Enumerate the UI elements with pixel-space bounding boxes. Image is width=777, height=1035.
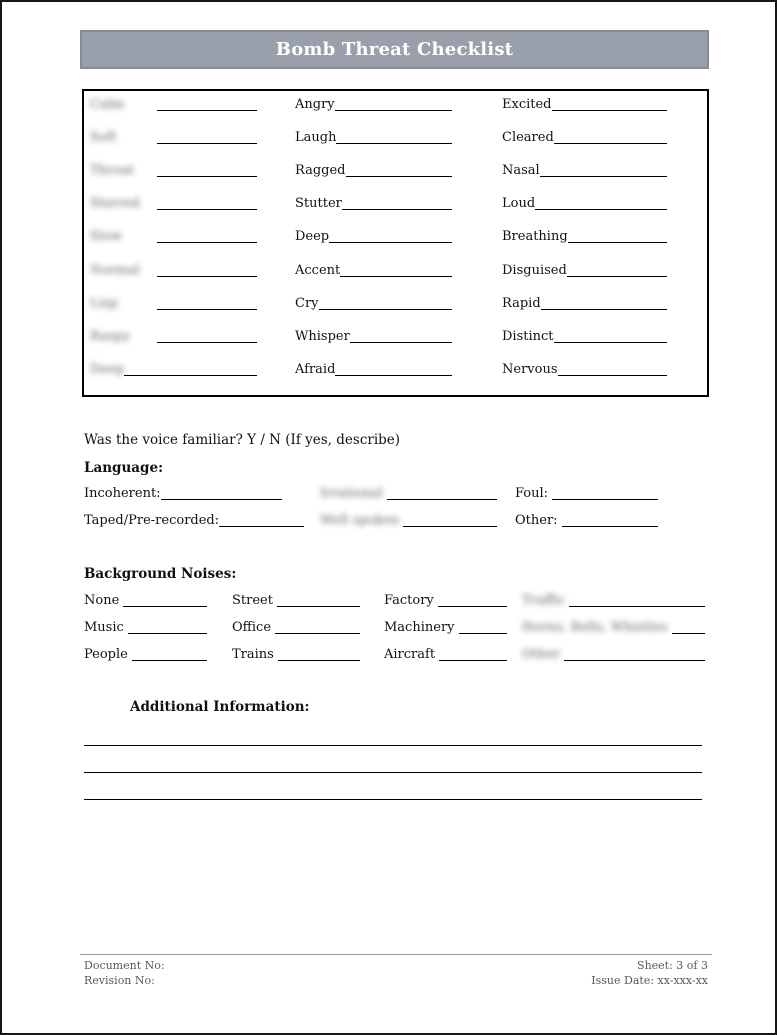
- voice-field-col2: [295, 163, 502, 196]
- blank-line: [567, 276, 667, 277]
- footer-divider: [80, 954, 712, 955]
- blank-line: [124, 375, 257, 376]
- field-label-redacted: Other: [522, 647, 561, 662]
- blank-line: [340, 276, 452, 277]
- field-label-redacted: Irrational: [320, 486, 383, 501]
- field-label-redacted: Traffic: [522, 593, 566, 608]
- field-label: Music: [84, 620, 124, 635]
- blank-line: [329, 242, 452, 243]
- blank-line: [562, 526, 658, 527]
- field-label-redacted: Well spoken: [320, 513, 400, 528]
- voice-field-col1: [90, 296, 295, 329]
- voice-field-col1: [90, 163, 295, 196]
- background-noises-heading: Background Noises:: [84, 566, 237, 582]
- field-label: Factory: [384, 593, 434, 608]
- issue-date-label: Issue Date: xx-xxx-xx: [591, 974, 708, 987]
- noise-field: [84, 593, 232, 613]
- noise-field: [384, 647, 522, 667]
- blank-line: [541, 309, 667, 310]
- voice-field-col1: [90, 362, 295, 395]
- language-heading: Language:: [84, 460, 164, 476]
- blank-line: [157, 276, 257, 277]
- blank-line: [554, 342, 667, 343]
- blank-line: [403, 526, 497, 527]
- language-row: [84, 513, 660, 533]
- revision-no-label: Revision No:: [84, 974, 155, 987]
- blank-line: [275, 633, 360, 634]
- blank-line: [564, 660, 705, 661]
- incoherent-field: [84, 486, 320, 506]
- noise-field: [384, 620, 522, 640]
- blank-line: [336, 143, 452, 144]
- blank-line: [387, 499, 497, 500]
- blank-line: [157, 342, 257, 343]
- blank-line: [346, 176, 453, 177]
- voice-row: [90, 130, 707, 163]
- field-label: None: [84, 593, 120, 608]
- voice-label: Accent: [295, 262, 341, 278]
- blank-line: [554, 143, 667, 144]
- voice-field-col2: [295, 263, 502, 296]
- blank-line: [157, 209, 257, 210]
- blank-line: [459, 633, 508, 634]
- blank-line: [569, 606, 705, 607]
- document-title-bar: [80, 30, 709, 69]
- voice-label: Deep: [295, 229, 330, 245]
- sheet-label: Sheet: 3 of 3: [637, 959, 708, 972]
- noise-field: [232, 593, 384, 613]
- voice-field-col1: [90, 263, 295, 296]
- noise-row: [84, 620, 707, 640]
- language-row: [84, 486, 660, 506]
- voice-field-col1: [90, 196, 295, 229]
- blank-line: [540, 176, 667, 177]
- blank-line: [672, 633, 706, 634]
- blank-line: [161, 499, 282, 500]
- footer-right: [591, 958, 708, 988]
- voice-label-redacted: Raspy: [90, 328, 131, 344]
- voice-label: Nasal: [502, 163, 540, 179]
- writing-line: [84, 745, 702, 746]
- voice-label-redacted: Normal: [90, 262, 140, 278]
- voice-field-col1: [90, 329, 295, 362]
- voice-field-col3: [502, 263, 707, 296]
- taped-field: [84, 513, 320, 533]
- noise-field-redacted: [522, 593, 707, 613]
- voice-row: [90, 362, 707, 395]
- voice-field-col3: [502, 196, 707, 229]
- field-label: Office: [232, 620, 272, 635]
- noise-field: [232, 620, 384, 640]
- blank-line: [157, 110, 257, 111]
- blank-line: [157, 309, 257, 310]
- field-label: Street: [232, 593, 273, 608]
- voice-familiar-question: Was the voice familiar? Y / N (If yes, describe): [84, 432, 401, 448]
- blank-line: [439, 660, 507, 661]
- footer-left: [84, 958, 165, 988]
- voice-field-col1: [90, 97, 295, 130]
- blank-line: [552, 499, 658, 500]
- blank-line: [568, 242, 667, 243]
- voice-label: Cleared: [502, 130, 554, 146]
- blank-line: [219, 526, 304, 527]
- blank-line: [157, 176, 257, 177]
- document-no-label: Document No:: [84, 959, 165, 972]
- noise-row: [84, 593, 707, 613]
- noise-field: [84, 620, 232, 640]
- voice-label: Ragged: [295, 163, 346, 179]
- field-label: Foul:: [515, 486, 549, 501]
- field-label: Taped/Pre-recorded:: [84, 513, 220, 528]
- blank-line: [277, 606, 360, 607]
- voice-field-col3: [502, 163, 707, 196]
- voice-row: [90, 329, 707, 362]
- voice-field-col2: [295, 130, 502, 163]
- other-field: [515, 513, 660, 533]
- writing-line: [84, 799, 702, 800]
- field-label: Other:: [515, 513, 558, 528]
- blank-line: [335, 375, 452, 376]
- field-label-redacted: Horns, Bells, Whistles: [522, 620, 668, 635]
- noise-field: [384, 593, 522, 613]
- voice-row: [90, 229, 707, 262]
- blank-line: [438, 606, 507, 607]
- blank-line: [132, 660, 207, 661]
- redacted-language-field: [320, 513, 515, 533]
- voice-field-col2: [295, 362, 502, 395]
- voice-label-redacted: Lisp: [90, 295, 118, 311]
- voice-label: Rapid: [502, 295, 541, 311]
- blank-line: [350, 342, 452, 343]
- noise-field: [84, 647, 232, 667]
- blank-line: [552, 110, 668, 111]
- voice-label: Nervous: [502, 361, 558, 377]
- voice-field-col2: [295, 229, 502, 262]
- voice-field-col3: [502, 97, 707, 130]
- voice-label: Stutter: [295, 196, 342, 212]
- voice-field-col3: [502, 229, 707, 262]
- voice-row: [90, 263, 707, 296]
- additional-information-heading: Additional Information:: [130, 699, 310, 715]
- voice-field-col1: [90, 229, 295, 262]
- blank-line: [558, 375, 668, 376]
- voice-field-col1: [90, 130, 295, 163]
- writing-line: [84, 772, 702, 773]
- blank-line: [123, 606, 207, 607]
- page-title: Bomb Threat Checklist: [275, 39, 514, 60]
- voice-field-col2: [295, 97, 502, 130]
- voice-row: [90, 97, 707, 130]
- voice-label-redacted: Throat: [90, 163, 135, 179]
- field-label: Incoherent:: [84, 486, 161, 501]
- redacted-language-field: [320, 486, 515, 506]
- foul-field: [515, 486, 660, 506]
- voice-field-col2: [295, 196, 502, 229]
- blank-line: [319, 309, 452, 310]
- noise-field: [232, 647, 384, 667]
- voice-field-col3: [502, 130, 707, 163]
- voice-label: Afraid: [295, 361, 336, 377]
- noise-row: [84, 647, 707, 667]
- voice-row: [90, 296, 707, 329]
- field-label: Trains: [232, 647, 274, 662]
- voice-field-col3: [502, 362, 707, 395]
- voice-label-redacted: Slurred: [90, 196, 140, 212]
- blank-line: [342, 209, 452, 210]
- blank-line: [278, 660, 360, 661]
- blank-line: [157, 143, 257, 144]
- voice-field-col2: [295, 296, 502, 329]
- voice-label-redacted: Soft: [90, 130, 117, 146]
- blank-line: [535, 209, 667, 210]
- voice-label: Excited: [502, 97, 552, 112]
- voice-label-redacted: Slow: [90, 229, 123, 245]
- field-label: People: [84, 647, 128, 662]
- voice-label: Angry: [295, 97, 335, 112]
- voice-label: Breathing: [502, 229, 568, 245]
- voice-label: Cry: [295, 295, 319, 311]
- voice-field-col3: [502, 329, 707, 362]
- voice-label: Laugh: [295, 130, 337, 146]
- noise-field-redacted: [522, 620, 707, 640]
- blank-line: [128, 633, 207, 634]
- voice-label: Whisper: [295, 328, 350, 344]
- field-label: Machinery: [384, 620, 455, 635]
- voice-label: Distinct: [502, 328, 554, 344]
- voice-label-redacted: Calm: [90, 97, 125, 112]
- blank-line: [335, 110, 452, 111]
- voice-characteristics-box: [82, 89, 709, 397]
- blank-line: [157, 242, 257, 243]
- voice-label: Disguised: [502, 262, 567, 278]
- voice-field-col2: [295, 329, 502, 362]
- voice-field-col3: [502, 296, 707, 329]
- voice-row: [90, 196, 707, 229]
- voice-row: [90, 163, 707, 196]
- voice-label-redacted: Deep: [90, 361, 125, 377]
- field-label: Aircraft: [384, 647, 436, 662]
- noise-field-redacted: [522, 647, 707, 667]
- voice-label: Loud: [502, 196, 536, 212]
